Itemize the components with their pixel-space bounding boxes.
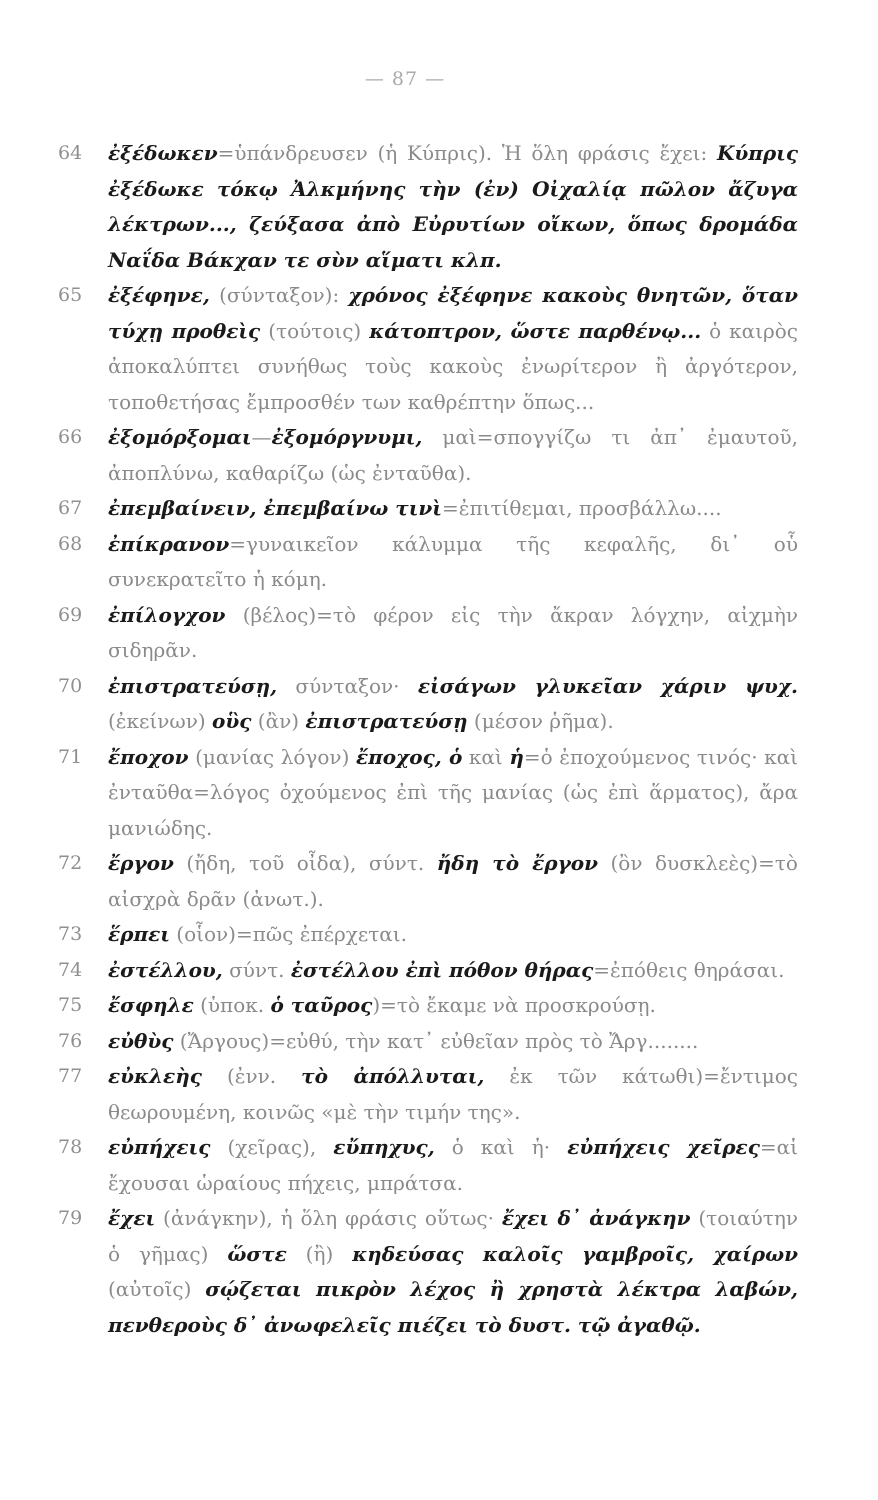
note-quote: τὸ ἀπόλλυται,	[301, 1064, 485, 1088]
note-number: 73	[58, 923, 83, 945]
note-quote: ἤδη τὸ ἔργον	[436, 851, 599, 875]
note-text: (Ἄργους)=εὐθύ, τὴν κατ᾽ εὐθεῖαν πρὸς τὸ Ἄργ........	[173, 1028, 699, 1053]
note-lemma: εὐπήχεις	[108, 1135, 211, 1159]
note-lemma: ἐξομόρξομαι	[108, 425, 252, 449]
note-quote: σῴζεται πικρὸν λέχος ἢ χρηστὰ λέκτρα λαβών, πενθεροὺς δ᾽ ἀνωφελεῖς πιέζει τὸ δυστ. τῷ ἀγαθῷ.	[108, 1277, 798, 1337]
note-text: μαὶ=σπογγίζω τι ἀπ᾽ ἐμαυτοῦ, ἀποπλύνω, καθαρίζω (ὡς ἐνταῦθα).	[108, 425, 798, 485]
note-number: 68	[58, 532, 83, 555]
note-entry	[58, 988, 798, 1024]
note-text: (ἂν)	[251, 709, 306, 733]
note-quote: ἔποχος, ὁ	[356, 744, 463, 769]
note-text: (σύνταξον):	[209, 283, 349, 307]
note-text: (μέσον ῥῆμα).	[467, 709, 614, 733]
note-entry	[58, 953, 798, 989]
note-lemma: ἐπίλογχον	[108, 602, 226, 627]
note-number: 78	[58, 1136, 83, 1158]
note-lemma: ἐπίκρανον	[108, 531, 230, 556]
note-lemma: ἐπιστρατεύσῃ,	[108, 673, 278, 698]
note-text: (τοιαύτην ὁ γῆμας)	[108, 1206, 798, 1266]
note-lemma: ἔποχον	[108, 744, 189, 769]
note-text: (μανίας λόγον)	[188, 744, 356, 769]
note-lemma: ἐξέδωκεν	[108, 141, 218, 165]
note-quote: Κύπρις ἐξέδωκε τόκῳ Ἀλκμήνης τὴν (ἐν) Οἰχαλίᾳ πῶλον ἄζυγα λέκτρων..., ζεύξασα ἀπὸ Εὐρυτίων οἴκων, ὅπως δρομάδα Ναΐδα Βάκχαν τε σὺν αἵματι κλπ.	[108, 141, 798, 272]
note-number: 77	[58, 1065, 83, 1087]
note-number: 79	[58, 1207, 83, 1229]
note-text: =ὁ ἐποχούμενος τινός· καὶ ἐνταῦθα=λόγος ὀχούμενος ἐπὶ τῆς μανίας (ὡς ἐπὶ ἅρματος), ἄρα μανιώδης.	[108, 744, 798, 840]
note-text: =ἐπιτίθεμαι, προσβάλλω....	[441, 496, 722, 520]
note-number: 74	[58, 958, 83, 981]
note-text: —	[251, 425, 272, 449]
note-lemma: ἐστέλλου,	[108, 957, 223, 982]
note-text: καὶ	[462, 744, 510, 769]
note-text: (ὂν δυσκλεὲς)=τὸ αἰσχρὰ δρᾶν (ἀνωτ.).	[108, 851, 798, 911]
note-text: (ἢ)	[286, 1241, 353, 1266]
note-lemma: ἔσφηλε	[108, 993, 194, 1017]
note-lemma: ἐπεμβαίνειν, ἐπεμβαίνω τινὶ	[108, 496, 442, 520]
note-text: σύνταξον·	[277, 673, 418, 698]
note-text: (τούτοις)	[260, 318, 370, 343]
note-text: (ἀνάγκην), ἡ ὅλη φράσις οὕτως·	[155, 1206, 502, 1230]
note-entry	[58, 1059, 798, 1130]
note-number: 76	[58, 1029, 83, 1052]
note-number: 72	[58, 852, 83, 874]
note-text: =ἐπόθεις θηράσαι.	[593, 957, 785, 982]
note-quote: χρόνος ἐξέφηνε κακοὺς θνητῶν, ὅταν τύχῃ προθεὶς	[108, 283, 798, 343]
note-number: 66	[58, 426, 83, 448]
note-text: =αἱ ἔχουσαι ὡραίους πήχεις, μπράτσα.	[108, 1135, 798, 1195]
note-entry	[58, 1024, 798, 1060]
note-lemma: ἐξέφηνε,	[108, 283, 210, 307]
note-quote: εὔπηχυς,	[333, 1135, 435, 1159]
note-quote: ὁ ταῦρος	[270, 993, 373, 1017]
note-quote: εἰσάγων γλυκεῖαν χάριν ψυχ.	[417, 673, 799, 698]
note-entry	[58, 740, 798, 847]
note-text: (χεῖρας),	[210, 1135, 334, 1159]
note-quote: κηδεύσας καλοῖς γαμβροῖς, χαίρων	[352, 1241, 799, 1266]
note-lemma: ἐξομόργνυμι,	[271, 425, 423, 449]
note-text: =ὑπάνδρευσεν (ἡ Κύπρις). Ἡ ὅλη φράσις ἔχει:	[217, 141, 717, 165]
note-entry	[58, 1130, 798, 1201]
note-number: 64	[58, 142, 83, 164]
note-entry	[58, 491, 798, 527]
note-text: ἐκ τῶν κάτωθι)=ἔντιμος θεωρουμένη, κοινῶς «μὲ τὴν τιμήν της».	[108, 1064, 798, 1124]
note-number: 69	[58, 603, 83, 626]
note-number: 65	[58, 284, 83, 306]
note-entry	[58, 420, 798, 491]
note-text: ὁ καιρὸς ἀποκαλύπτει συνήθως τοὺς κακοὺς ἐνωρίτερον ἢ ἀργότερον, τοποθετήσας ἔμπροσθέν των καθρέπτην ὅπως...	[108, 318, 799, 414]
note-lemma: εὐθὺς	[108, 1028, 174, 1053]
note-text: (ἤδη, τοῦ οἶδα), σύντ.	[173, 851, 437, 875]
note-entry	[58, 136, 798, 278]
note-text: (βέλος)=τὸ φέρον εἰς τὴν ἄκραν λόγχην, αἰχμὴν σιδηρᾶν.	[108, 602, 798, 662]
note-number: 70	[58, 674, 83, 697]
page-number: — 87 —	[364, 68, 446, 90]
note-quote: ἔχει δ᾽ ἀνάγκην	[501, 1206, 691, 1230]
note-entry	[58, 669, 798, 740]
note-quote: ὥστε	[227, 1241, 287, 1266]
note-entry	[58, 1201, 798, 1343]
note-quote: κάτοπτρον, ὥστε παρθένῳ...	[369, 318, 702, 343]
note-text: =γυναικεῖον κάλυμμα τῆς κεφαλῆς, δι᾽ οὗ συνεκρατεῖτο ἡ κόμη.	[108, 531, 798, 591]
note-entry	[58, 527, 798, 598]
note-number: 67	[58, 497, 83, 519]
note-entry	[58, 917, 798, 953]
note-quote: ἐπιστρατεύσῃ	[305, 709, 468, 733]
note-entry	[58, 598, 798, 669]
note-text: (αὐτοῖς)	[108, 1277, 206, 1301]
notes-list	[58, 136, 798, 1343]
note-text: (οἷον)=πῶς ἐπέρχεται.	[169, 922, 407, 946]
note-text: (ἐνν.	[201, 1064, 302, 1088]
note-lemma: ἔργον	[108, 851, 174, 875]
note-text: ὁ καὶ ἡ·	[434, 1135, 568, 1159]
note-lemma: εὐκλεὴς	[108, 1064, 202, 1088]
note-text: σύντ.	[222, 957, 291, 982]
note-entry	[58, 846, 798, 917]
note-quote: ἐστέλλου ἐπὶ πόθον θήρας	[290, 957, 594, 982]
note-text: (ἐκείνων)	[108, 709, 213, 733]
note-quote: οὓς	[212, 709, 252, 733]
note-lemma: ἕρπει	[108, 922, 170, 946]
note-lemma: ἔχει	[108, 1206, 156, 1230]
note-number: 71	[58, 745, 83, 768]
note-text: (ὑποκ.	[193, 993, 271, 1017]
note-quote: ἡ	[509, 744, 524, 769]
note-text: )=τὸ ἔκαμε νὰ προσκρούσῃ.	[372, 993, 656, 1017]
note-quote: εὐπήχεις χεῖρες	[567, 1135, 760, 1159]
note-number: 75	[58, 994, 83, 1016]
note-entry	[58, 278, 798, 420]
